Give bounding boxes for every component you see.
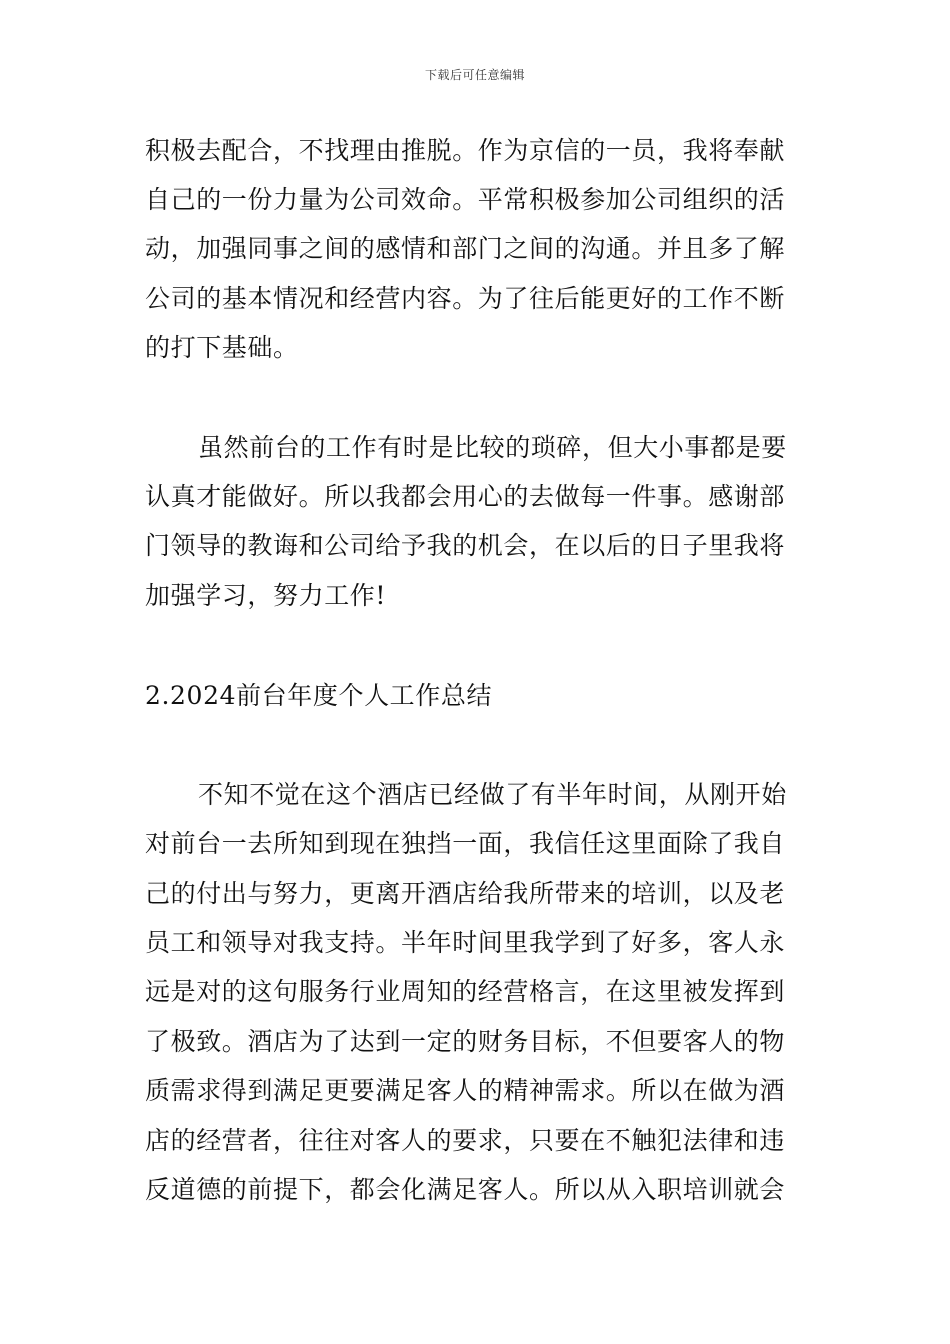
paragraph-line: 反道德的前提下，都会化满足客人。所以从入职培训就会: [145, 1175, 786, 1204]
paragraph-line: 己的付出与努力，更离开酒店给我所带来的培训，以及老: [145, 879, 786, 908]
paragraph-line: 远是对的这句服务行业周知的经营格言，在这里被发挥到: [145, 977, 786, 1006]
paragraph-line: 加强学习，努力工作!: [145, 581, 387, 610]
paragraph-line: 积极去配合，不找理由推脱。作为京信的一员，我将奉献: [145, 136, 786, 165]
paragraph-line: 了极致。酒店为了达到一定的财务目标，不但要客人的物: [145, 1027, 786, 1056]
paragraph-line: 店的经营者，往往对客人的要求，只要在不触犯法律和违: [145, 1126, 786, 1155]
paragraph-line: 门领导的教诲和公司给予我的机会，在以后的日子里我将: [145, 531, 786, 560]
paragraph-line: 的打下基础。: [145, 333, 299, 362]
paragraph-line: 公司的基本情况和经营内容。为了往后能更好的工作不断: [145, 284, 786, 313]
paragraph-line: 动，加强同事之间的感情和部门之间的沟通。并且多了解: [145, 234, 786, 263]
paragraph-line: 虽然前台的工作有时是比较的琐碎，但大小事都是要: [198, 433, 787, 462]
paragraph-line: 对前台一去所知到现在独挡一面，我信任这里面除了我自: [145, 829, 786, 858]
section-title: 2.2024前台年度个人工作总结: [145, 681, 493, 710]
paragraph-line: 不知不觉在这个酒店已经做了有半年时间，从刚开始: [198, 780, 787, 809]
header-note: 下载后可任意编辑: [424, 68, 525, 82]
paragraph-line: 质需求得到满足更要满足客人的精神需求。所以在做为酒: [145, 1076, 786, 1105]
paragraph-line: 认真才能做好。所以我都会用心的去做每一件事。感谢部: [145, 482, 786, 511]
paragraph-line: 员工和领导对我支持。半年时间里我学到了好多，客人永: [145, 928, 786, 957]
paragraph-line: 自己的一份力量为公司效命。平常积极参加公司组织的活: [145, 185, 786, 214]
